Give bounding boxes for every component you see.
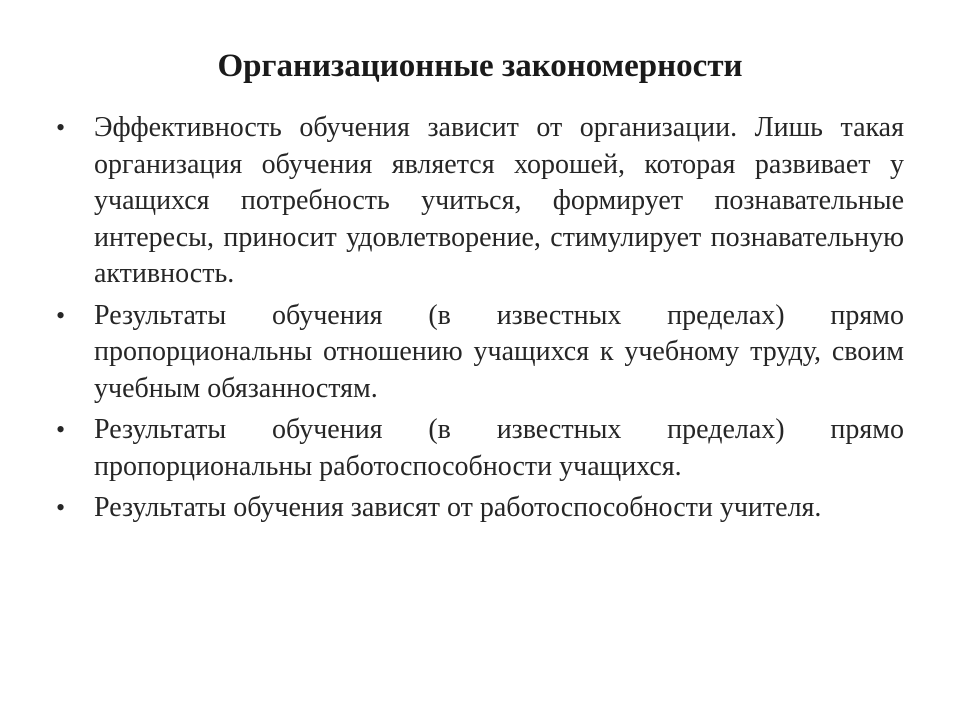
list-item [56,110,904,293]
list-item-text: Результаты обучения (в известных пределах) прямо пропорциональны отношению учащихся к учебному труду, своим учебным обязанностям. [94,299,904,404]
list-item-text: Эффективность обучения зависит от организации. Лишь такая организация обучения является хорошей, которая развивает у учащихся потребность учиться, формирует познавательные интересы, приносит удовлетворение, стимулирует познавательную активность. [94,112,904,289]
list-item [56,298,904,408]
bullet-icon: • [56,113,66,142]
list-item-text: Результаты обучения (в известных пределах) прямо пропорциональны работоспособности учащихся. [94,414,904,482]
bullet-icon: • [56,300,66,330]
list-item [56,490,904,527]
bullet-icon: • [56,493,66,522]
slide-title: Организационные закономерности [217,48,743,84]
list-item [56,412,904,485]
bullet-icon: • [56,415,66,444]
bullet-list [56,110,904,532]
list-item-text: Результаты обучения зависят от работоспособности учителя. [94,492,822,523]
